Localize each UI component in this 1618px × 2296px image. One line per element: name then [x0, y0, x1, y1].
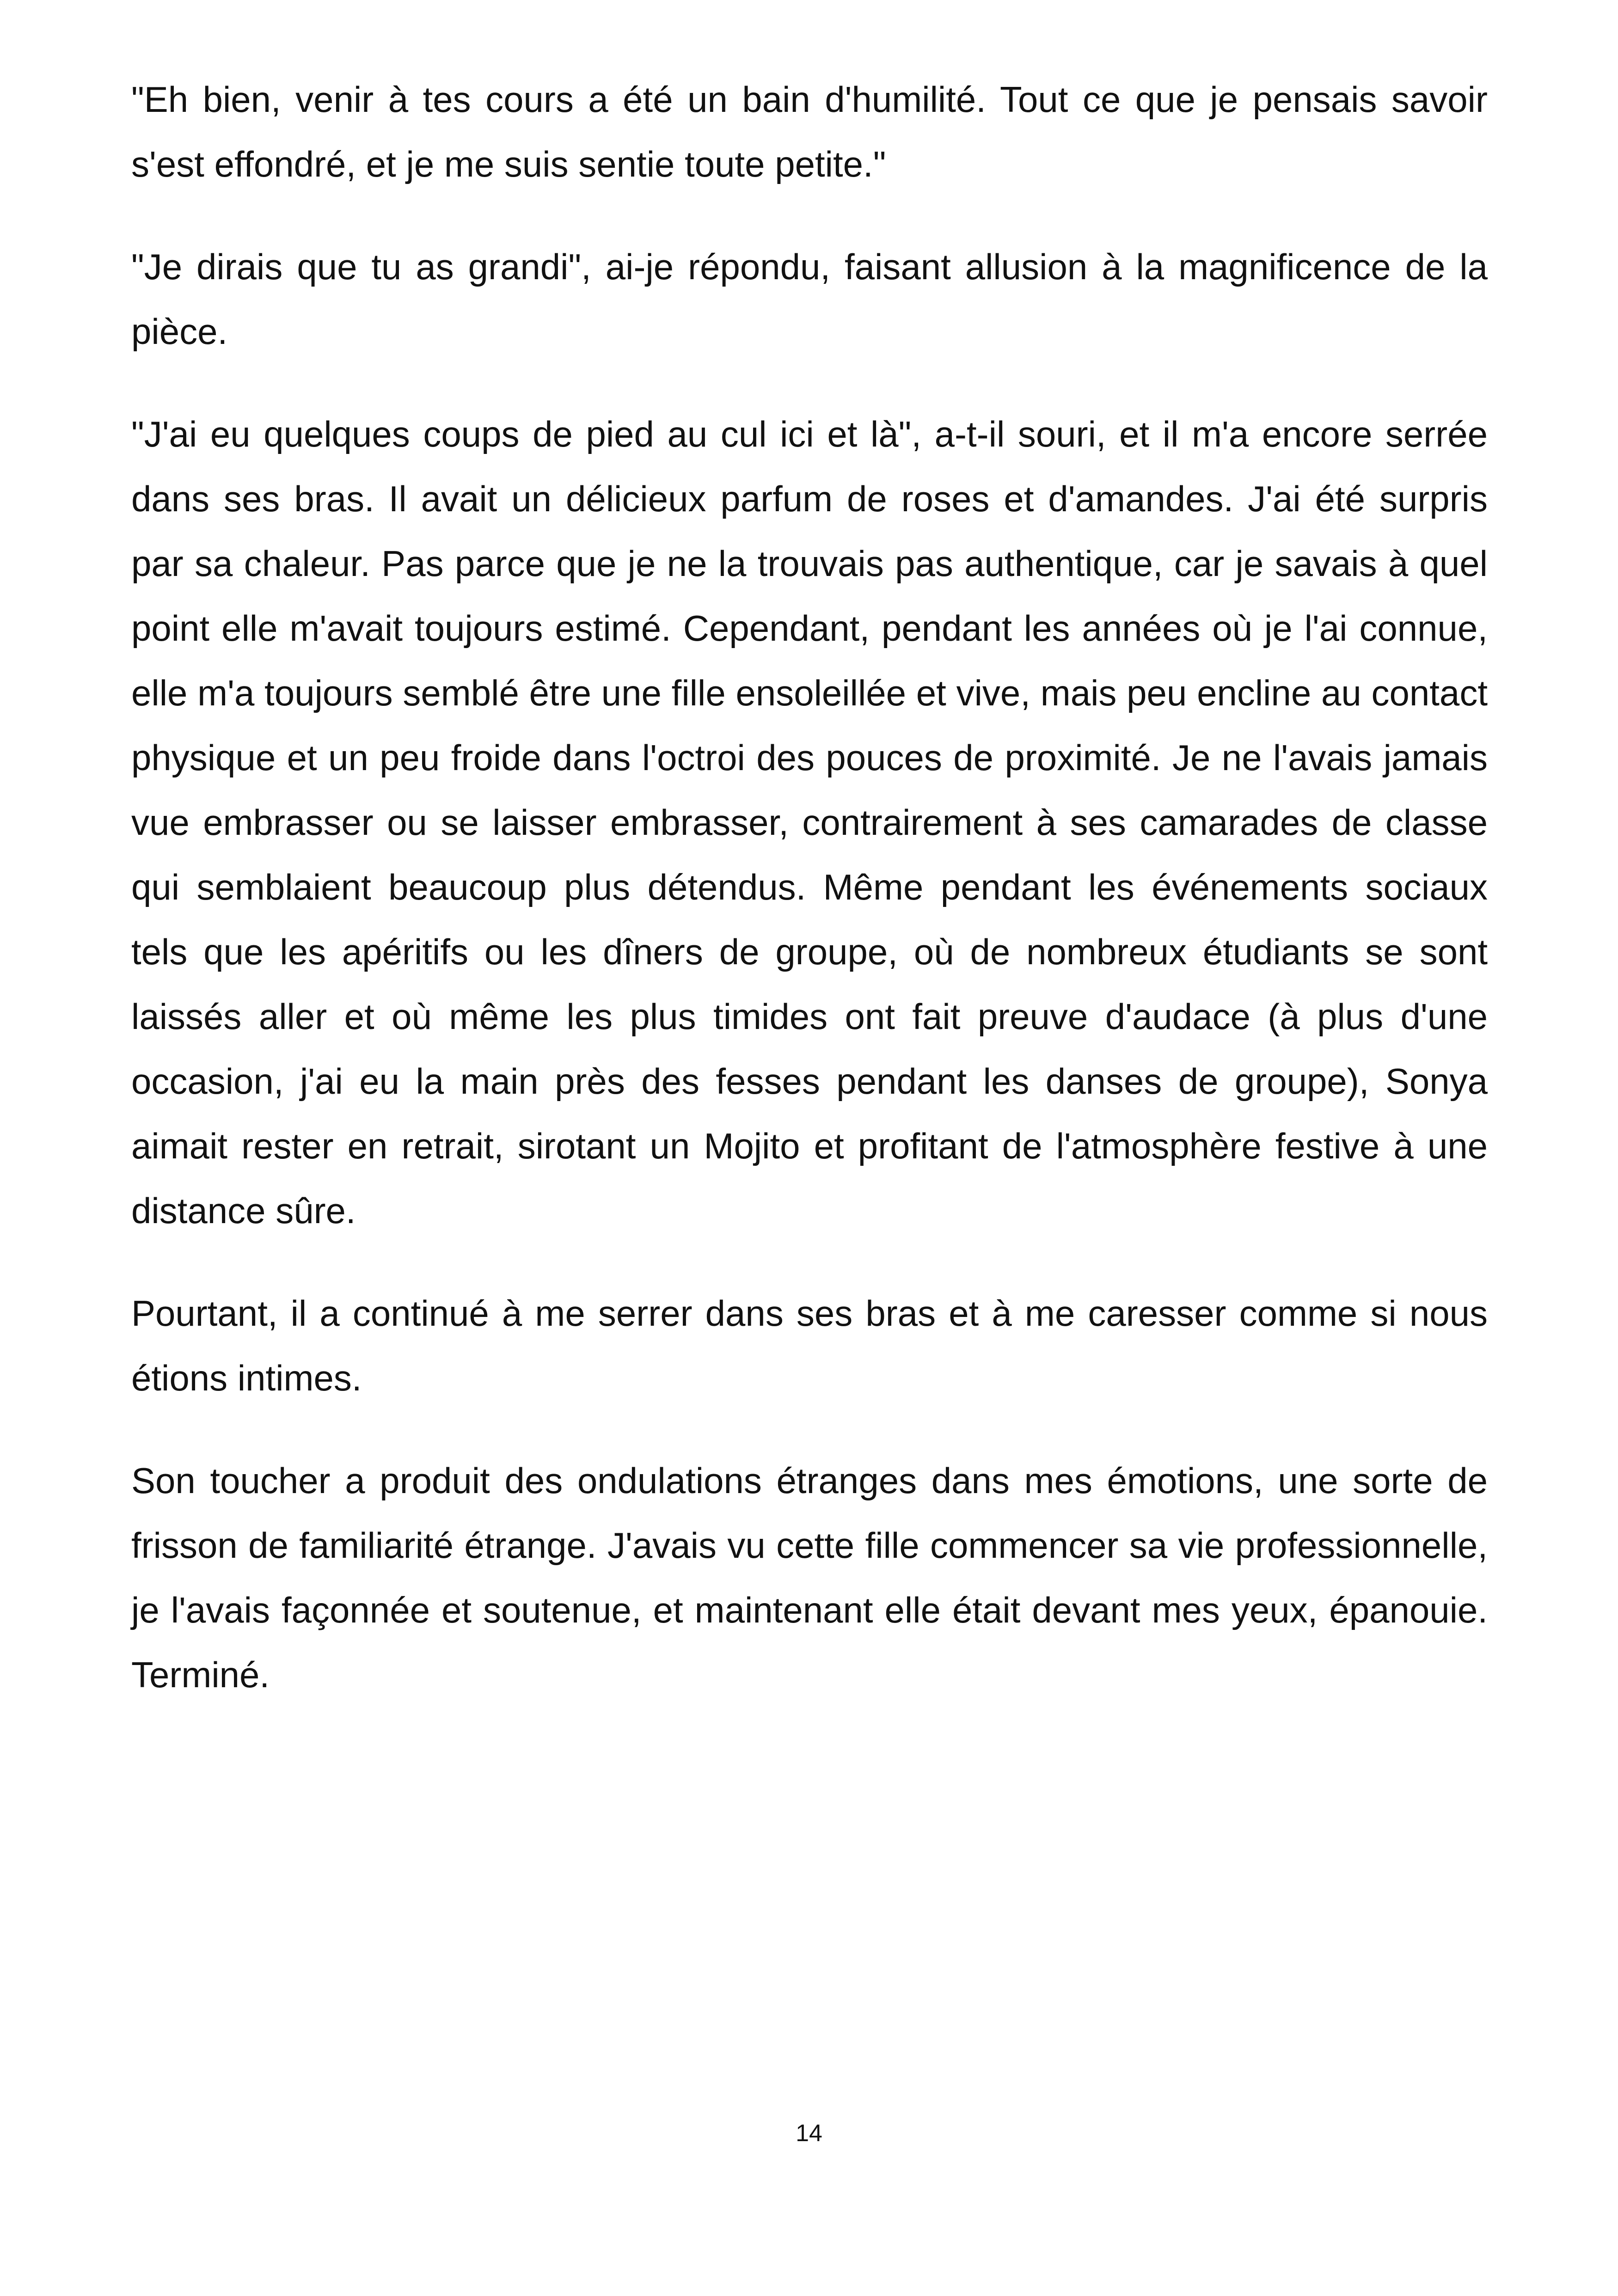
body-text — [131, 67, 1488, 1745]
paragraph-5: Son toucher a produit des ondulations étranges dans mes émotions, une sorte de frisson de familiarité étrange. J'avais vu cette fille commencer sa vie professionnelle, je l'avais façonnée et soutenue, et maintenant elle était devant mes yeux, épanouie. Terminé. — [131, 1460, 1488, 1695]
page-number: 14 — [796, 2120, 822, 2147]
paragraph-1: "Eh bien, venir à tes cours a été un bain d'humilité. Tout ce que je pensais savoir s'est effondré, et je me suis sentie toute petite." — [131, 79, 1488, 184]
paragraph-3: "J'ai eu quelques coups de pied au cul ici et là", a-t-il souri, et il m'a encore serrée dans ses bras. Il avait un délicieux parfum de roses et d'amandes. J'ai été surpris par sa chaleur. Pas parce que je ne la trouvais pas authentique, car je savais à quel point elle m'avait toujours estimé. Cependant, pendant les années où je l'ai connue, elle m'a toujours semblé être une fille ensoleillée et vive, mais peu encline au contact physique et un peu froide dans l'octroi des pouces de proximité. Je ne l'avais jamais vue embrasser ou se laisser embrasser, contrairement à ses camarades de classe qui semblaient beaucoup plus détendus. Même pendant les événements sociaux tels que les apéritifs ou les dîners de groupe, où de nombreux étudiants se sont laissés aller et où même les plus timides ont fait preuve d'audace (à plus d'une occasion, j'ai eu la main près des fesses pendant les danses de groupe), Sonya aimait rester en retrait, sirotant un Mojito et profitant de l'atmosphère festive à une distance sûre. — [131, 414, 1488, 1231]
paragraph-2: "Je dirais que tu as grandi", ai-je répondu, faisant allusion à la magnificence de la pièce. — [131, 246, 1488, 352]
paragraph-4: Pourtant, il a continué à me serrer dans ses bras et à me caresser comme si nous étions intimes. — [131, 1293, 1488, 1398]
